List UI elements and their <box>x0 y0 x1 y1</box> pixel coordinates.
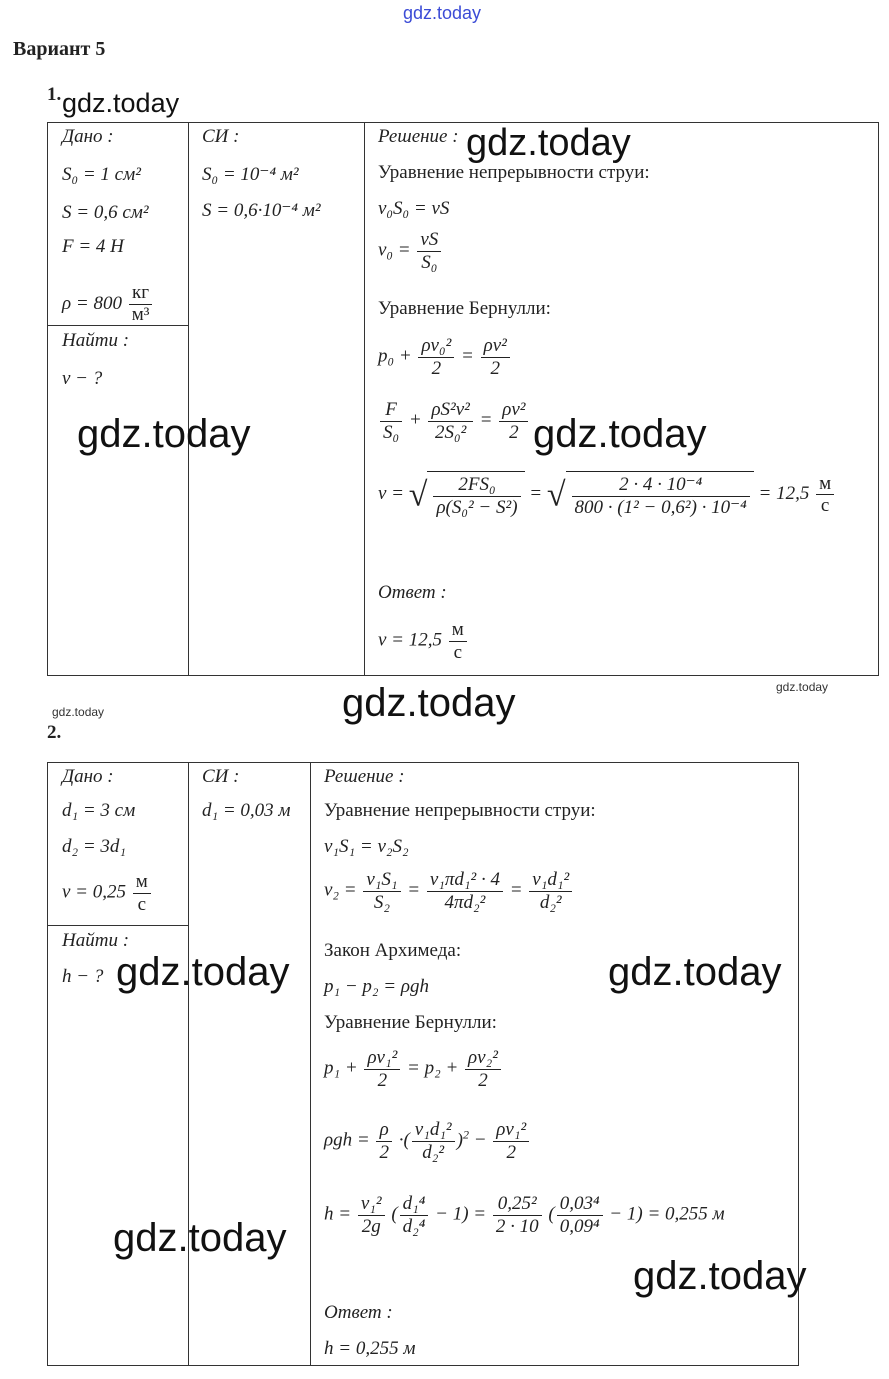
solution-header: Решение : <box>378 126 459 147</box>
given-header: Дано : <box>62 766 114 787</box>
table-divider <box>310 763 311 1365</box>
equation: v₀ = $\frac{vS}{\text{S₀}}$ <box>378 229 443 274</box>
watermark-p1-left: gdz.today <box>77 412 251 456</box>
equation: $\frac{F}{\text{S₀}}$ + $\frac{\text{ρS²v²}}{\text{2S₀²}}$ = $\frac{\text{ρv²}}{2}$ <box>378 399 530 444</box>
archimedes-label: Закон Архимеда: <box>324 940 462 961</box>
bernoulli-label: Уравнение Бернулли: <box>324 1012 497 1033</box>
given-item: v = 0,25 м с <box>62 871 153 916</box>
given-item: d₁ = 3 см <box>62 800 136 821</box>
watermark-p1-mid: gdz.today <box>533 412 707 456</box>
equation: v = √ $\frac{\text{2FS₀}}{\text{ρ(S₀² − S²)}}$ = √ $\frac{\text{2 · 4 · 10⁻⁴}}{\text{800 · (1² − 0,6²) · 10⁻⁴}}$ = 12,5 м с <box>378 471 836 519</box>
table-divider <box>188 123 189 675</box>
answer-header: Ответ : <box>324 1302 393 1323</box>
given-item: S₀ = 1 см² <box>62 164 141 185</box>
watermark-p2-bottom-right: gdz.today <box>633 1254 807 1298</box>
equation: p₁ − p₂ = ρgh <box>324 976 429 997</box>
table-divider <box>188 763 189 1365</box>
find-item: v − ? <box>62 368 103 389</box>
answer-header: Ответ : <box>378 582 447 603</box>
watermark-p2-bottom-left: gdz.today <box>113 1216 287 1260</box>
density-unit: кг м³ <box>129 283 153 326</box>
watermark-p2-left: gdz.today <box>116 950 290 994</box>
continuity-label: Уравнение непрерывности струи: <box>324 800 596 821</box>
si-item: d₁ = 0,03 м <box>202 800 291 821</box>
given-header: Дано : <box>62 126 114 147</box>
equation: v₂ = $\frac{\text{v₁S₁}}{\text{S₂}}$ = $\frac{\text{v₁πd₁² · 4}}{\text{4πd₂²}}$ = $\frac{\text{v₁d₁²}}{\text{d₂²}}$ <box>324 869 574 914</box>
equation: p₀ + $\frac{\text{ρv₀²}}{2}$ = $\frac{\text{ρv²}}{2}$ <box>378 335 512 380</box>
equation: v₁S₁ = v₂S₂ <box>324 836 409 857</box>
equation: ρgh = $\frac{\rho}{2}$ ·( $\frac{\text{v₁d₁²}}{\text{d₂²}}$ )$^2$ − $\frac{\text{ρv₁²}}{2}$ <box>324 1119 531 1164</box>
density-value: ρ = 800 <box>62 292 122 314</box>
equation: v₀S₀ = vS <box>378 198 450 219</box>
given-item <box>62 283 154 326</box>
equation: p₁ + $\frac{\text{ρv₁²}}{2}$ = p₂ + $\frac{\text{ρv₂²}}{2}$ <box>324 1047 503 1092</box>
watermark-p2-right: gdz.today <box>608 950 782 994</box>
si-item: S₀ = 10⁻⁴ м² <box>202 164 299 185</box>
equation: h = $\frac{\text{v₁²}}{2g}$ ( $\frac{\text{d₁⁴}}{\text{d₂⁴}}$ − 1) = $\frac{\text{0,25²}}{2 \cdot 10}$ ( $\frac{\text{0,03⁴}}{\text{0,09⁴}}$ − 1) = 0,255 м <box>324 1193 725 1237</box>
si-header: СИ : <box>202 126 240 147</box>
si-item: S = 0,6·10⁻⁴ м² <box>202 200 321 221</box>
watermark-p1-solution: gdz.today <box>466 122 631 164</box>
given-item: d₂ = 3d₁ <box>62 836 127 857</box>
watermark-center: gdz.today <box>342 681 516 725</box>
given-item: S = 0,6 см² <box>62 202 149 223</box>
find-header: Найти : <box>62 330 130 351</box>
table-divider <box>364 123 365 675</box>
given-item: F = 4 Н <box>62 236 124 257</box>
table-divider <box>48 925 188 926</box>
watermark-small-right: gdz.today <box>776 680 829 694</box>
watermark-small-left: gdz.today <box>52 705 105 719</box>
si-header: СИ : <box>202 766 240 787</box>
watermark-top: gdz.today <box>403 3 482 23</box>
answer: h = 0,255 м <box>324 1338 416 1359</box>
find-header: Найти : <box>62 930 130 951</box>
watermark-p1-after-num: gdz.today <box>62 88 180 118</box>
problem2-number: 2. <box>47 722 62 743</box>
solution-header: Решение : <box>324 766 405 787</box>
continuity-label: Уравнение непрерывности струи: <box>378 162 650 183</box>
bernoulli-label: Уравнение Бернулли: <box>378 298 551 319</box>
find-item: h − ? <box>62 966 104 987</box>
problem1-table <box>47 122 879 676</box>
answer: v = 12,5 м с <box>378 619 469 664</box>
problem1-number: 1. <box>47 84 62 105</box>
variant-title: Вариант 5 <box>13 38 106 60</box>
